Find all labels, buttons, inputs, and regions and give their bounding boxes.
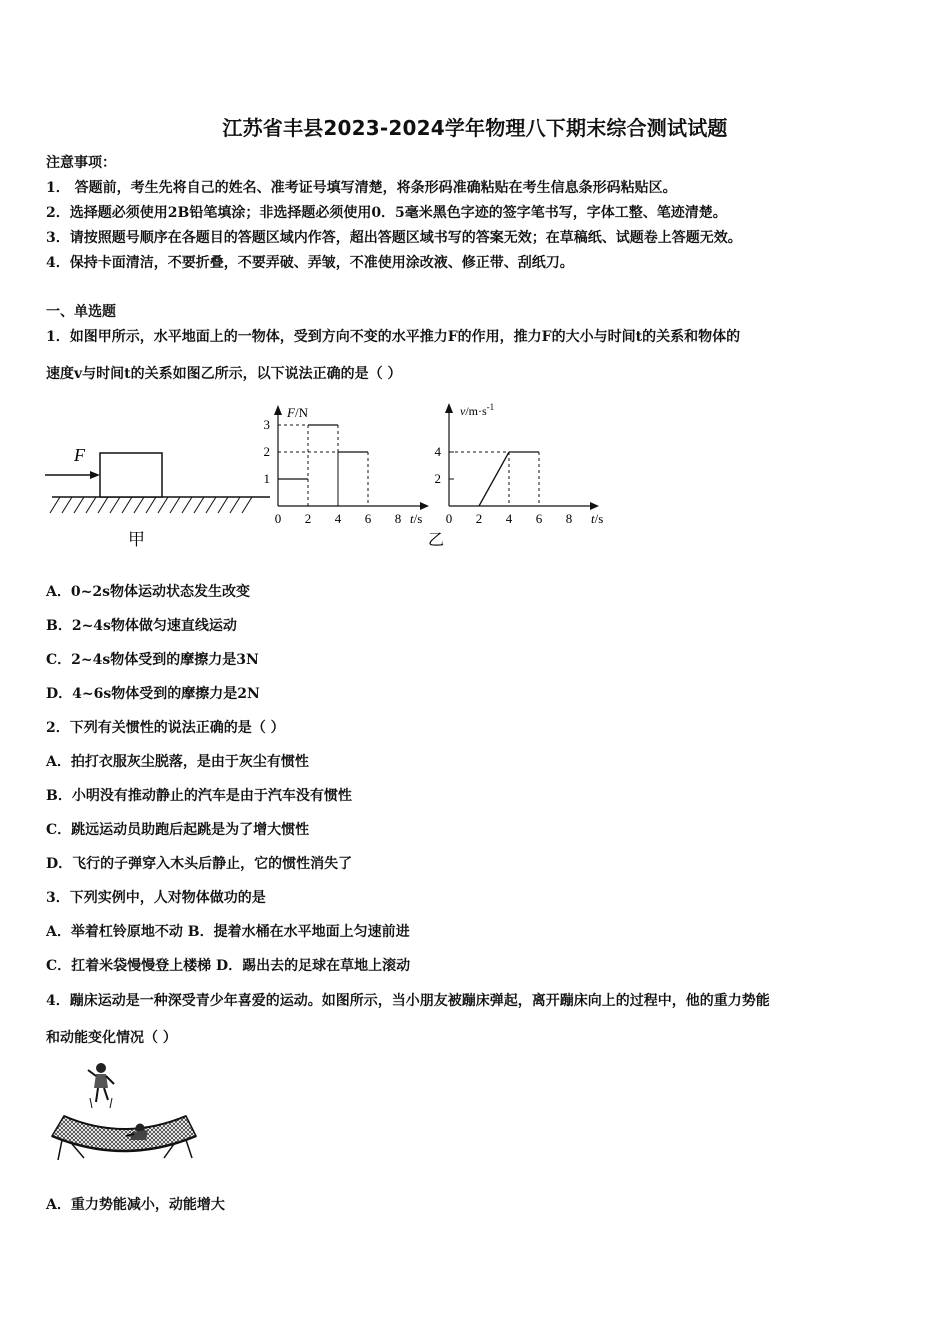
ft-x-tick-8: 8 <box>394 511 402 526</box>
q1-option-a: A．0~2s物体运动状态发生改变 <box>46 584 250 600</box>
figure-yi <box>255 395 625 555</box>
q2-option-d: D．飞行的子弹穿入木头后静止，它的惯性消失了 <box>46 856 353 872</box>
ft-y-label <box>286 405 309 420</box>
force-label: F <box>74 445 85 465</box>
force-arrow-head <box>90 471 100 479</box>
ft-x-arrow <box>420 502 429 510</box>
vt-y-arrow <box>445 403 453 413</box>
q2-option-a: A．拍打衣服灰尘脱落，是由于灰尘有惯性 <box>46 754 309 770</box>
ft-x-label: t/s <box>410 511 423 526</box>
jumping-child <box>88 1063 114 1108</box>
notice-item-4: 4．保持卡面清洁，不要折叠，不要弄破、弄皱，不准使用涂改液、修正带、刮纸刀。 <box>46 255 574 271</box>
vt-y-label: $v/m\cdot s^{-1}$ <box>460 402 495 418</box>
page-title: 江苏省丰县2023-2024学年物理八下期末综合测试试题 <box>222 116 728 140</box>
trampoline-leg <box>58 1140 62 1160</box>
block <box>100 453 162 497</box>
ft-y-tick-1: 1 <box>263 471 270 486</box>
q4-stem-line2: 和动能变化情况（ ） <box>46 1030 177 1046</box>
q3-options-row1: A．举着杠铃原地不动 B．提着水桶在水平地面上匀速前进 <box>46 924 410 940</box>
ft-y-arrow <box>274 405 282 415</box>
section-heading: 一、单选题 <box>46 304 116 320</box>
vt-x-tick-6: 6 <box>535 511 543 526</box>
ft-x-tick-2: 2 <box>304 511 312 526</box>
vt-x-tick-8: 8 <box>565 511 573 526</box>
vt-x-tick-2: 2 <box>475 511 483 526</box>
ft-chart <box>264 405 430 526</box>
ft-y-tick-3: 3 <box>263 417 270 432</box>
q2-option-c: C．跳远运动员助跑后起跳是为了增大惯性 <box>46 822 310 838</box>
vt-segment-0 <box>479 452 509 506</box>
ft-y-label-var: F <box>287 405 295 420</box>
ft-x-tick-0: 0 <box>274 511 282 526</box>
vt-y-tick-4: 4 <box>434 444 441 459</box>
figure-jia <box>40 440 270 555</box>
ft-x-tick-6: 6 <box>364 511 372 526</box>
notice-heading: 注意事项： <box>46 155 116 171</box>
q3-options-row2: C．扛着米袋慢慢登上楼梯 D．踢出去的足球在草地上滚动 <box>46 958 411 974</box>
q1-option-c: C．2~4s物体受到的摩擦力是3N <box>46 652 259 668</box>
ft-x-tick-4: 4 <box>334 511 342 526</box>
ft-y-label-unit: /N <box>294 405 308 420</box>
q1-option-b: B．2~4s物体做匀速直线运动 <box>46 618 237 634</box>
vt-chart <box>435 402 604 526</box>
notice-item-1: 1． 答题前，考生先将自己的姓名、准考证号填写清楚，将条形码准确粘贴在考生信息条形码粘贴区。 <box>46 180 677 196</box>
vt-x-tick-4: 4 <box>505 511 513 526</box>
q3-stem: 3．下列实例中，人对物体做功的是 <box>46 890 266 906</box>
q4-option-a: A．重力势能减小，动能增大 <box>46 1197 225 1213</box>
figure-yi-caption: 乙 <box>428 532 445 549</box>
vt-y-tick-2: 2 <box>434 471 441 486</box>
trampoline-leg <box>186 1140 192 1158</box>
vt-x-arrow <box>590 502 599 510</box>
figure-jia-caption: 甲 <box>128 530 145 549</box>
q2-option-b: B．小明没有推动静止的汽车是由于汽车没有惯性 <box>46 788 352 804</box>
vt-x-tick-0: 0 <box>445 511 453 526</box>
q1-stem-line2: 速度v与时间t的关系如图乙所示，以下说法正确的是（ ） <box>46 366 402 382</box>
q4-stem-line1: 4．蹦床运动是一种深受青少年喜爱的运动。如图所示，当小朋友被蹦床弹起，离开蹦床向上的过程中，他的重力势能 <box>46 993 770 1009</box>
q1-stem-line1: 1．如图甲所示，水平地面上的一物体，受到方向不变的水平推力F的作用，推力F的大小与时间t的关系和物体的 <box>46 329 741 345</box>
notice-item-2: 2．选择题必须使用2B铅笔填涂；非选择题必须使用0．5毫米黑色字迹的签字笔书写，字体工整、笔迹清楚。 <box>46 205 727 221</box>
vt-x-label: t/s <box>591 511 604 526</box>
trampoline-figure <box>44 1058 204 1168</box>
ft-y-tick-2: 2 <box>263 444 270 459</box>
notice-item-3: 3．请按照题号顺序在各题目的答题区域内作答，超出答题区域书写的答案无效；在草稿纸、试题卷上答题无效。 <box>46 230 742 246</box>
ground-hatch <box>50 497 252 513</box>
q1-option-d: D．4~6s物体受到的摩擦力是2N <box>46 686 260 702</box>
q2-stem: 2．下列有关惯性的说法正确的是（ ） <box>46 720 285 736</box>
